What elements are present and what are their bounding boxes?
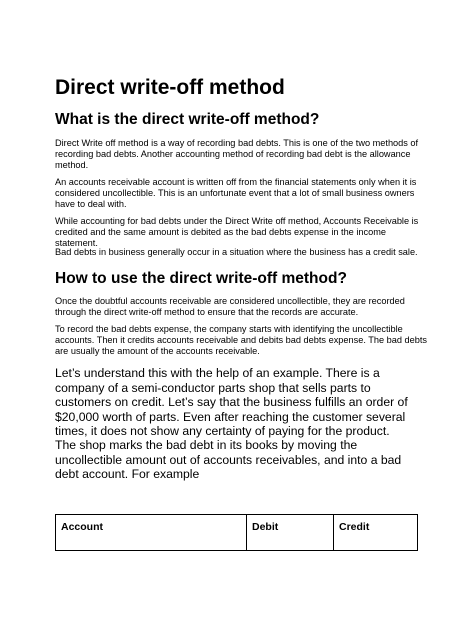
table-header-credit: Credit (333, 515, 417, 550)
table-header-account: Account (61, 521, 103, 533)
paragraph-bad-debts: Bad debts in business generally occur in a situation where the business has a credit sale. (55, 247, 418, 257)
paragraph-shop-marks: The shop marks the bad debt in its books by moving the uncollectible amount out of accounts receivables, and into a bad debt account. For example (55, 438, 402, 481)
paragraph-example: Let’s understand this with the help of an example. There is a company of a semi-conductor parts shop that sells parts to customers on credit. Let’s say that the business fulfills an order of $20,000 worth of parts. Even after reaching the customer several times, it does not show any certainty of paying for the product. (55, 366, 408, 438)
section-heading-how-to: How to use the direct write-off method? (55, 270, 347, 287)
paragraph-write-off: An accounts receivable account is written off from the financial statements only when it is considered uncollectible. This is an unfortunate event that a lot of small business owners have to deal with. (55, 177, 417, 209)
paragraph-doubtful-accounts: Once the doubtful accounts receivable are considered uncollectible, they are recorded through the direct write-off method to ensure that the records are accurate. (55, 296, 405, 317)
paragraph-definition: Direct Write off method is a way of recording bad debts. This is one of the two methods of recording bad debts. Another accounting method of recording bad debt is the allowance method. (55, 138, 419, 170)
journal-table (55, 514, 418, 551)
section-heading-what-is: What is the direct write-off method? (55, 111, 320, 128)
paragraph-accounting: While accounting for bad debts under the Direct Write off method, Accounts Receivable is credited and the same amount is debited as the bad debts expense in the income statement. (55, 216, 419, 248)
document-title: Direct write-off method (55, 76, 285, 99)
table-header-debit: Debit (246, 515, 333, 550)
paragraph-record-expense: To record the bad debts expense, the company starts with identifying the uncollectible accounts. Then it credits accounts receivable and debits bad debts expense. The bad debts are usually the amount of the accounts receivable. (55, 324, 427, 356)
